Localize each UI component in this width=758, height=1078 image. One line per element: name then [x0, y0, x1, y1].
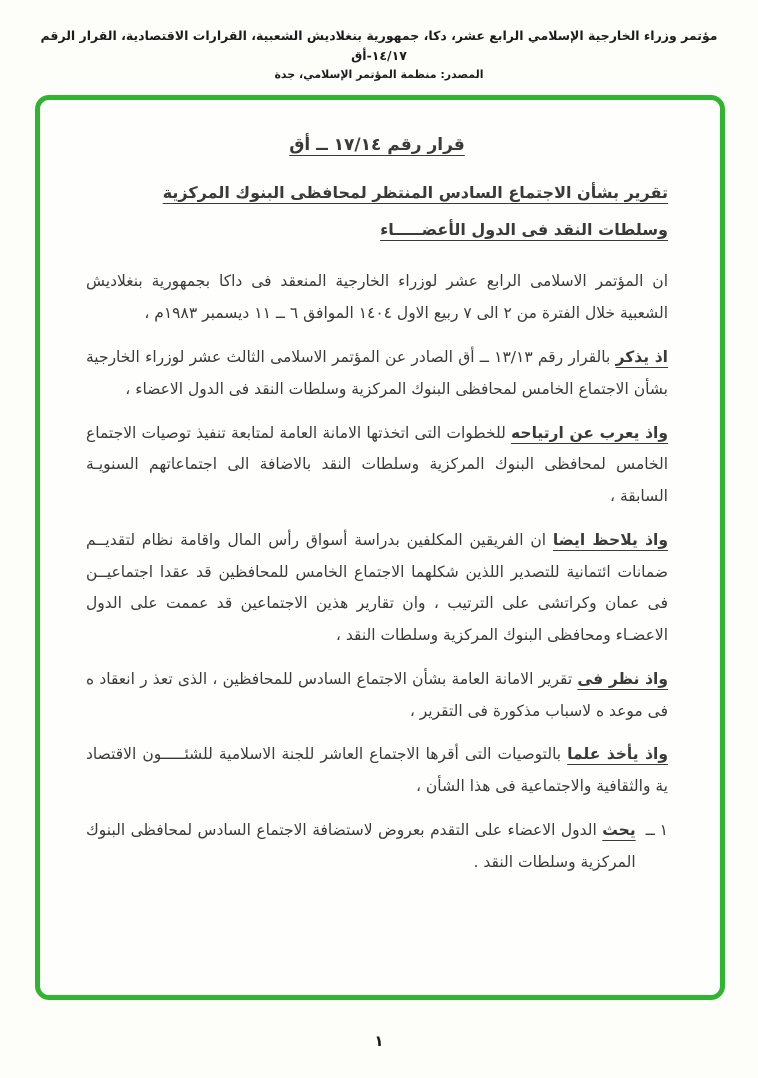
preamble-paragraph — [86, 664, 668, 728]
paragraph-text: الدول الاعضاء على التقدم بعروض لاستضافة الاجتماع السادس لمحافظى البنوك المركزية وسلطات النقد . — [86, 820, 636, 871]
paragraph-text: للخطوات التى اتخذتها الامانة العامة لمتابعة تنفيذ توصيات الاجتماع الخامس لمحافظى البنوك المركزية وسلطات النقد بالاضافة الى اجتماعاتهم السنويـة السابقة ، — [86, 423, 668, 506]
paragraph-text: ان المؤتمر الاسلامى الرابع عشر لوزراء الخارجية المنعقد فى داكا بجمهورية بنغلاديش الشعبية خلال الفترة من ٢ الى ٧ ربيع الاول ١٤٠٤ الموافق ٦ ــ ١١ ديسمبر ١٩٨٣م ، — [86, 272, 668, 323]
item-body — [86, 815, 636, 879]
operative-item — [86, 815, 668, 879]
lead-phrase: واذ يعرب عن ارتياحه — [511, 423, 668, 442]
lead-phrase: واذ نظر فى — [577, 669, 668, 688]
lead-phrase: واذ يلاحظ ايضا — [552, 530, 668, 549]
header-source-line: المصدر: منظمة المؤتمر الإسلامي، جدة — [274, 68, 484, 81]
preamble-paragraph — [86, 525, 668, 652]
resolution-number-title — [86, 128, 668, 163]
lead-phrase: يحث — [602, 820, 636, 839]
resolution-subtitle-line-2: وسلطات النقد فى الدول الأعضـــــاء — [380, 219, 668, 239]
lead-phrase: واذ يأخذ علما — [567, 745, 668, 764]
paragraph-text: ان الفريقين المكلفين بدراسة أسواق رأس المال واقامة نظام لتقديــم ضمانات ائتمانية للتصدير اللذين شكلهما الاجتماع الخامس للمحافظين قد عقدا اجتماعيــن فى عمان وكراتشى على الترتيب ، وان تقارير هذين الاجتماعين قد عممت على الدول الاعضـاء ومحافظى البنوك المركزية وسلطات النقد ، — [86, 530, 668, 645]
lead-phrase: اذ يذكر — [615, 347, 668, 366]
resolution-subtitle-line-1: تقرير بشأن الاجتماع السادس المنتظر لمحافظى البنوك المركزية — [162, 182, 668, 202]
item-marker: ١ ــ — [645, 820, 668, 839]
paragraph-text: بالتوصيات التى أقرها الاجتماع العاشر للجنة الاسلامية للشئـــــون الاقتصاد ية والثقافية والاجتماعية فى هذا الشأن ، — [86, 745, 668, 796]
green-border-frame — [35, 95, 725, 1000]
preamble-paragraph — [86, 342, 668, 406]
preamble-paragraph — [86, 418, 668, 513]
page-number: ١ — [374, 1032, 384, 1050]
preamble-paragraph — [86, 739, 668, 803]
resolution-number-text: قرار رقم ١٧/١٤ ــ أق — [289, 135, 465, 155]
preamble-paragraph — [86, 266, 668, 330]
paragraph-text: بالقرار رقم ١٣/١٣ ــ أق الصادر عن المؤتمر الاسلامى الثالث عشر لوزراء الخارجية بشأن الاجتماع الخامس لمحافظى البنوك المركزية وسلطات النقد فى الدول الاعضاء ، — [86, 347, 668, 398]
paragraph-text: تقرير الامانة العامة بشأن الاجتماع السادس للمحافظين ، الذى تعذ ر انعقاد ه فى موعد ه لاسباب مذكورة فى التقرير ، — [86, 669, 668, 720]
resolution-subtitle-block — [86, 177, 668, 247]
header-citation-line: مؤتمر وزراء الخارجية الإسلامي الرابع عشر، دكا، جمهورية بنغلاديش الشعبية، القرارات الاقتصادية، القرار الرقم ١٤/١٧-أق — [40, 28, 718, 63]
document-header — [30, 26, 728, 85]
document-body — [40, 100, 720, 898]
